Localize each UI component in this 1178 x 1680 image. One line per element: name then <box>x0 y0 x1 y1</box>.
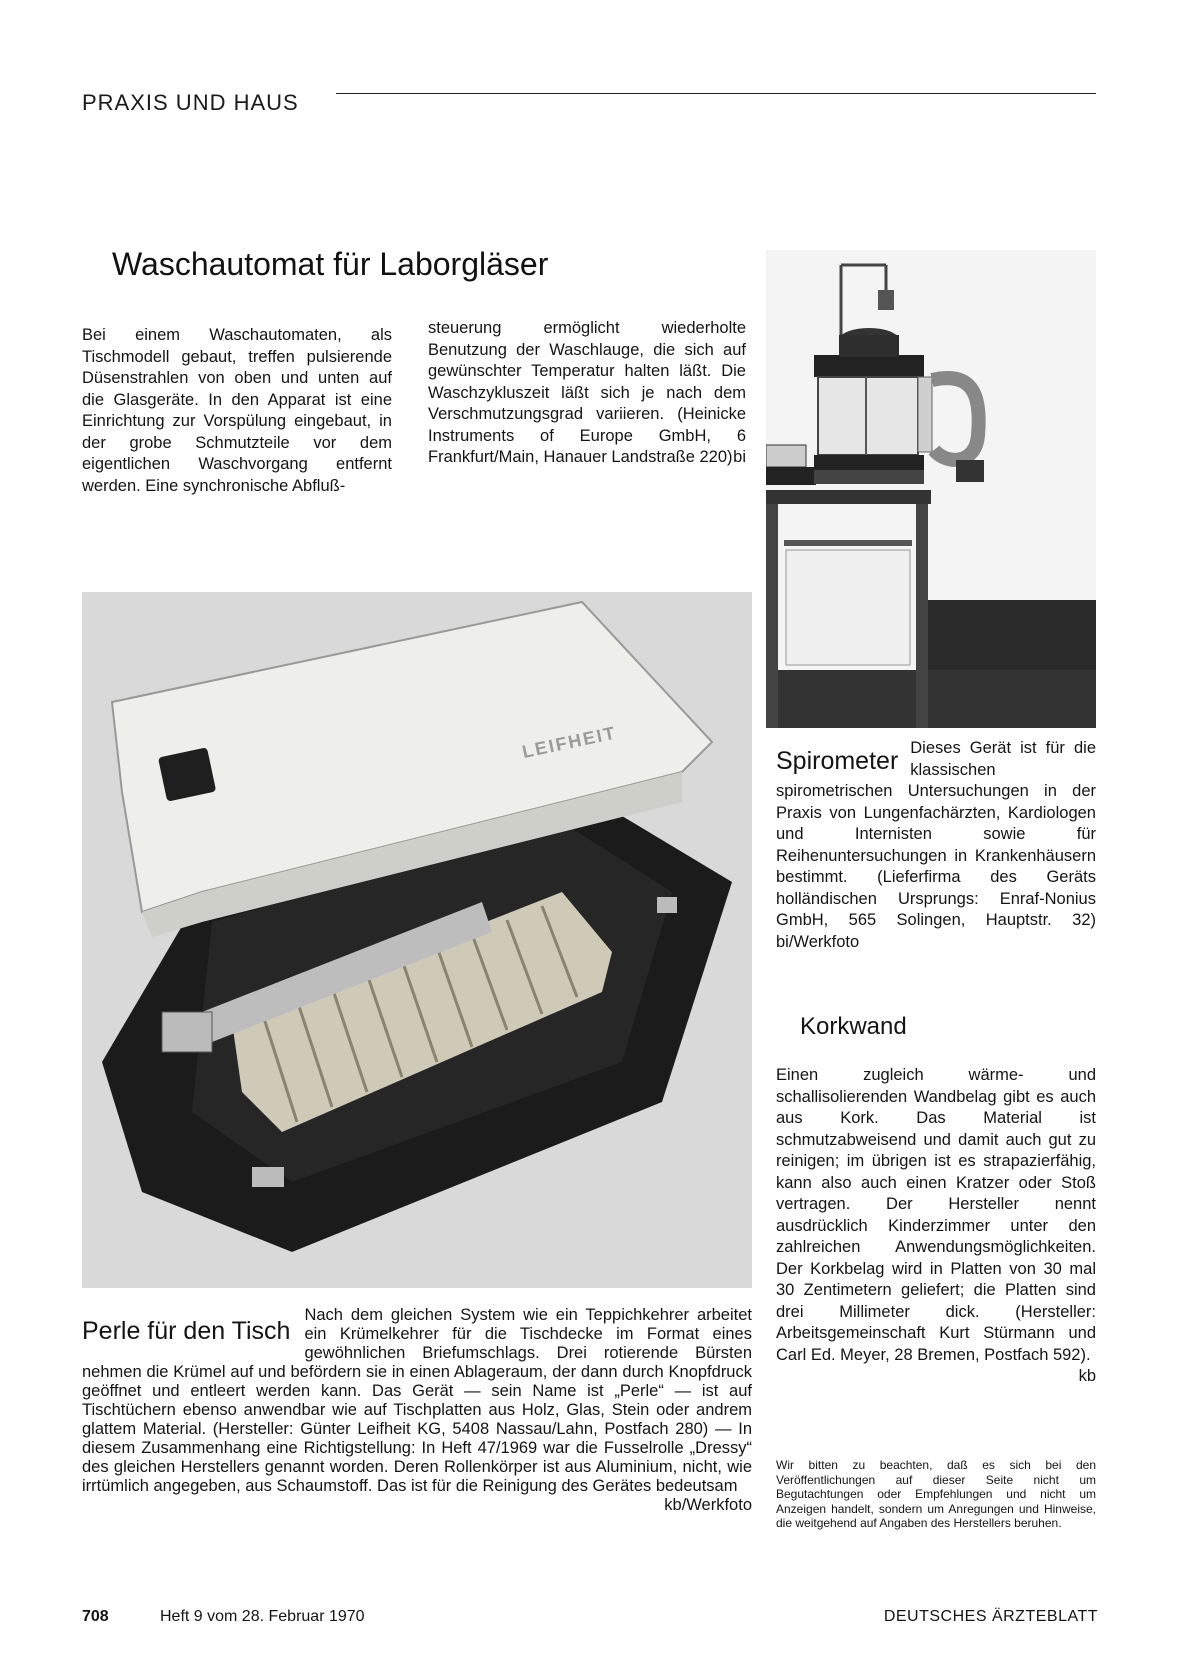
spirometer-caption <box>776 738 1096 953</box>
editorial-note: Wir bitten zu beachten, daß es sich bei den Veröffentlichungen auf dieser Seite nicht um Begutachtungen oder Empfehlungen und nicht um Anzeigen handelt, sondern um Anregungen und Hinweise, die weitgehend auf Angaben des Herstellers beruhen. <box>776 1458 1096 1530</box>
journal-name: DEUTSCHES ÄRZTEBLATT <box>883 1608 1098 1625</box>
article-column-2-text: steuerung ermöglicht wiederholte Benutzung der Waschlauge, die sich auf gewünschter Temperatur halten läßt. Die Waschzykluszeit läßt sich je nach dem Verschmutzungsgrad variieren. (Heinicke Instruments of Europe GmbH, 6 Frankfurt/Main, Hanauer Landstraße 220) <box>428 319 746 466</box>
perle-heading: Perle für den Tisch <box>82 1317 291 1345</box>
page-number: 708 <box>82 1608 109 1625</box>
article-column-2 <box>428 318 746 469</box>
korkwand-body: Einen zugleich wärme- und schallisolierenden Wandbelag gibt es auch aus Kork. Das Material ist schmutzabweisend und damit auch gut zu reinigen; im übrigen ist es strapazierfähig, kann also auch einen Kratzer oder Stoß vertragen. Der Hersteller nennt ausdrücklich Kinderzimmer unter den zahlreichen Anwendungsmöglichkeiten. Der Korkbelag wird in Platten von 30 mal 30 Zentimetern geliefert; die Platten sind drei Millimeter dick. (Hersteller: Arbeitsgemeinschaft Kurt Stürmann und Carl Ed. Meyer, 28 Bremen, Postfach 592). <box>776 1066 1096 1364</box>
section-label: PRAXIS UND HAUS <box>82 90 299 115</box>
section-divider <box>336 93 1096 94</box>
issue-info: Heft 9 vom 28. Februar 1970 <box>160 1608 365 1625</box>
korkwand-signature: kb <box>1078 1367 1096 1385</box>
perle-article <box>82 1306 752 1515</box>
device-brand-label: LEIFHEIT <box>520 722 619 763</box>
perle-signature: kb/Werkfoto <box>664 1496 752 1514</box>
korkwand-heading: Korkwand <box>800 1013 907 1040</box>
spirometer-text: Dieses Gerät ist für die klassischen spirometrischen Untersuchungen in der Praxis von Lungenfachärzten, Kardiologen und Internisten sowie für Reihenuntersuchungen in Krankenhäusern bestimmt. (Lieferfirma des Geräts holländischen Ursprungs: Enraf-Nonius GmbH, 565 Solingen, Hauptstr. 32) bi/Werkfoto <box>776 739 1096 951</box>
spirometer-photo <box>766 250 1096 728</box>
article-signature: bi <box>733 448 746 466</box>
article-column-1: Bei einem Waschautomaten, als Tischmodell gebaut, treffen pulsierende Düsenstrahlen von oben und unten auf die Glasgeräte. In den Apparat ist eine Einrichtung zur Vorspülung eingebaut, in der grobe Schmutzteile vor dem eigentlichen Waschvorgang entfernt werden. Eine synchronische Abfluß- <box>82 326 392 495</box>
spirometer-heading: Spirometer <box>776 747 899 775</box>
korkwand-text <box>776 1065 1096 1388</box>
perle-body: Nach dem gleichen System wie ein Teppichkehrer arbeitet ein Krümelkehrer für die Tischdecke im Format eines gewöhnlichen Briefumschlags. Drei rotierende Bürsten nehmen die Krümel auf und befördern sie in einen Ablageraum, der dann durch Knopfdruck geöffnet und entleert werden kann. Das Gerät — sein Name ist „Perle“ — ist auf Tischtüchern ebenso anwendbar wie auf Tischplatten aus Holz, Glas, Stein oder andrem glattem Material. (Hersteller: Günter Leifheit KG, 5408 Nassau/Lahn, Postfach 280) — In diesem Zusammenhang eine Richtigstellung: In Heft 47/1969 war die Fusselrolle „Dressy“ des gleichen Herstellers genannt worden. Deren Rollenkörper ist aus Aluminium, nicht, wie irrtümlich angegeben, aus Schaumstoff. Das ist für die Reinigung des Gerätes bedeutsam <box>82 1306 752 1495</box>
perle-photo <box>82 592 752 1288</box>
article-title: Waschautomat für Laborgläser <box>112 246 549 282</box>
